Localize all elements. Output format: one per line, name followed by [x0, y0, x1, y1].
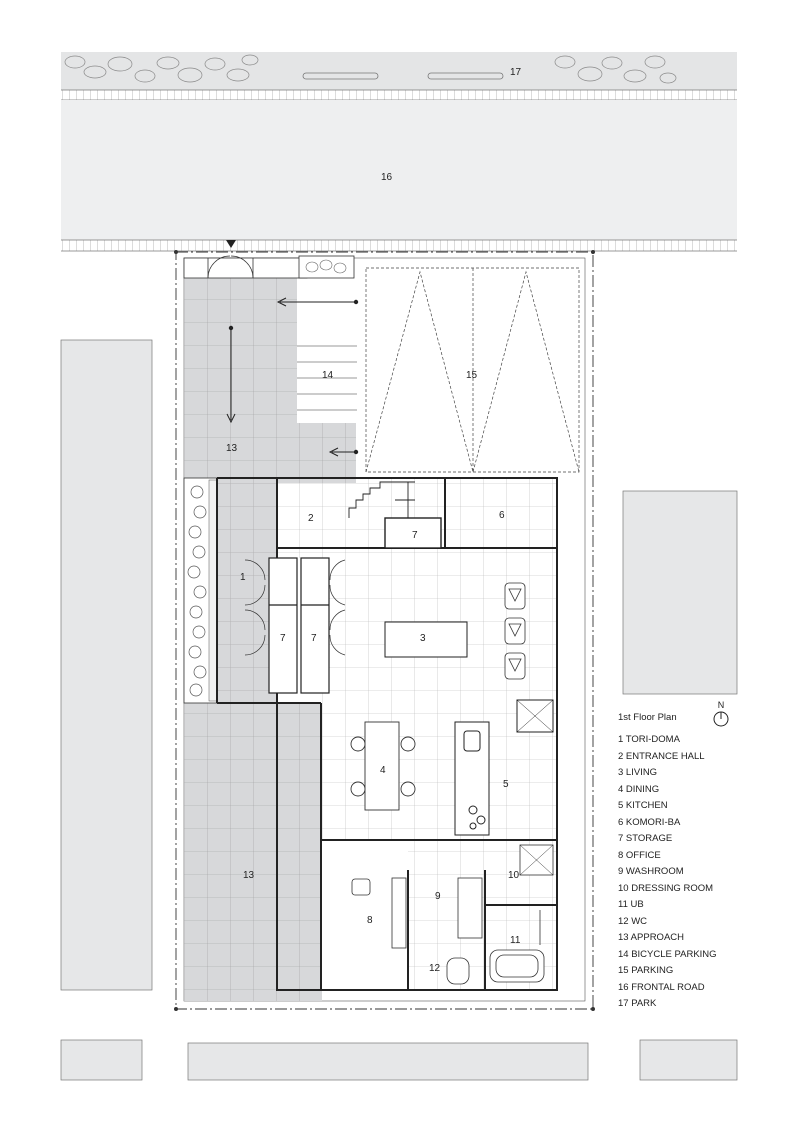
label-road: 16	[381, 172, 393, 183]
front-planter	[299, 256, 354, 278]
label-dining: 4	[380, 765, 386, 776]
north-label: N	[717, 700, 725, 710]
legend-item: 13 APPROACH	[618, 932, 684, 943]
legend-list	[618, 732, 788, 1013]
legend-item: 8 OFFICE	[618, 849, 661, 861]
legend-item: 17 PARK	[618, 998, 657, 1009]
label-park: 17	[510, 67, 522, 78]
label-office: 8	[367, 915, 373, 926]
legend-item: 12 WC	[618, 915, 648, 927]
legend-item: 15 PARKING	[618, 965, 674, 976]
legend	[618, 712, 788, 1013]
label-kitchen: 5	[503, 779, 509, 790]
neighbor-south-west	[61, 1040, 142, 1080]
legend-item: 11 UB	[618, 899, 644, 910]
frontal-road	[61, 100, 737, 251]
legend-item: 9 WASHROOM	[618, 866, 684, 877]
legend-item: 5 KITCHEN	[618, 800, 668, 811]
living-table	[385, 622, 467, 657]
legend-item: 6 KOMORI-BA	[618, 816, 681, 828]
label-approach-north: 13	[226, 443, 238, 454]
legend-item: 16 FRONTAL ROAD	[618, 981, 705, 993]
tori-doma-planter	[184, 478, 217, 703]
label-approach-south: 13	[243, 870, 255, 881]
label-living: 3	[420, 633, 426, 644]
plan-title: 1st Floor Plan	[618, 712, 677, 723]
legend-item: 2 ENTRANCE HALL	[618, 750, 705, 762]
legend-item: 10 DRESSING ROOM	[618, 882, 714, 894]
legend-item: 4 DINING	[618, 783, 660, 795]
label-bicycle: 14	[322, 370, 334, 381]
neighbor-south-east	[640, 1040, 737, 1080]
legend-item: 7 STORAGE	[618, 833, 673, 844]
label-parking: 15	[466, 370, 478, 381]
legend-item: 3 LIVING	[618, 767, 658, 778]
living-chairs	[505, 583, 525, 679]
label-wc: 12	[429, 963, 441, 974]
label-storage-b: 7	[311, 633, 317, 644]
legend-item: 1 TORI-DOMA	[618, 734, 680, 745]
park-strip	[61, 52, 737, 100]
label-komori: 6	[499, 510, 505, 521]
neighbor-west	[61, 340, 152, 990]
label-entrance: 2	[308, 513, 314, 524]
label-washroom: 9	[435, 891, 441, 902]
label-tori-doma: 1	[240, 572, 246, 583]
label-storage-a: 7	[280, 633, 286, 644]
label-ub: 11	[510, 935, 521, 946]
neighbor-south-center	[188, 1043, 588, 1080]
label-storage-stair: 7	[412, 530, 418, 541]
neighbor-east	[623, 491, 737, 694]
label-dressing: 10	[508, 870, 520, 881]
legend-item: 14 BICYCLE PARKING	[618, 948, 717, 960]
